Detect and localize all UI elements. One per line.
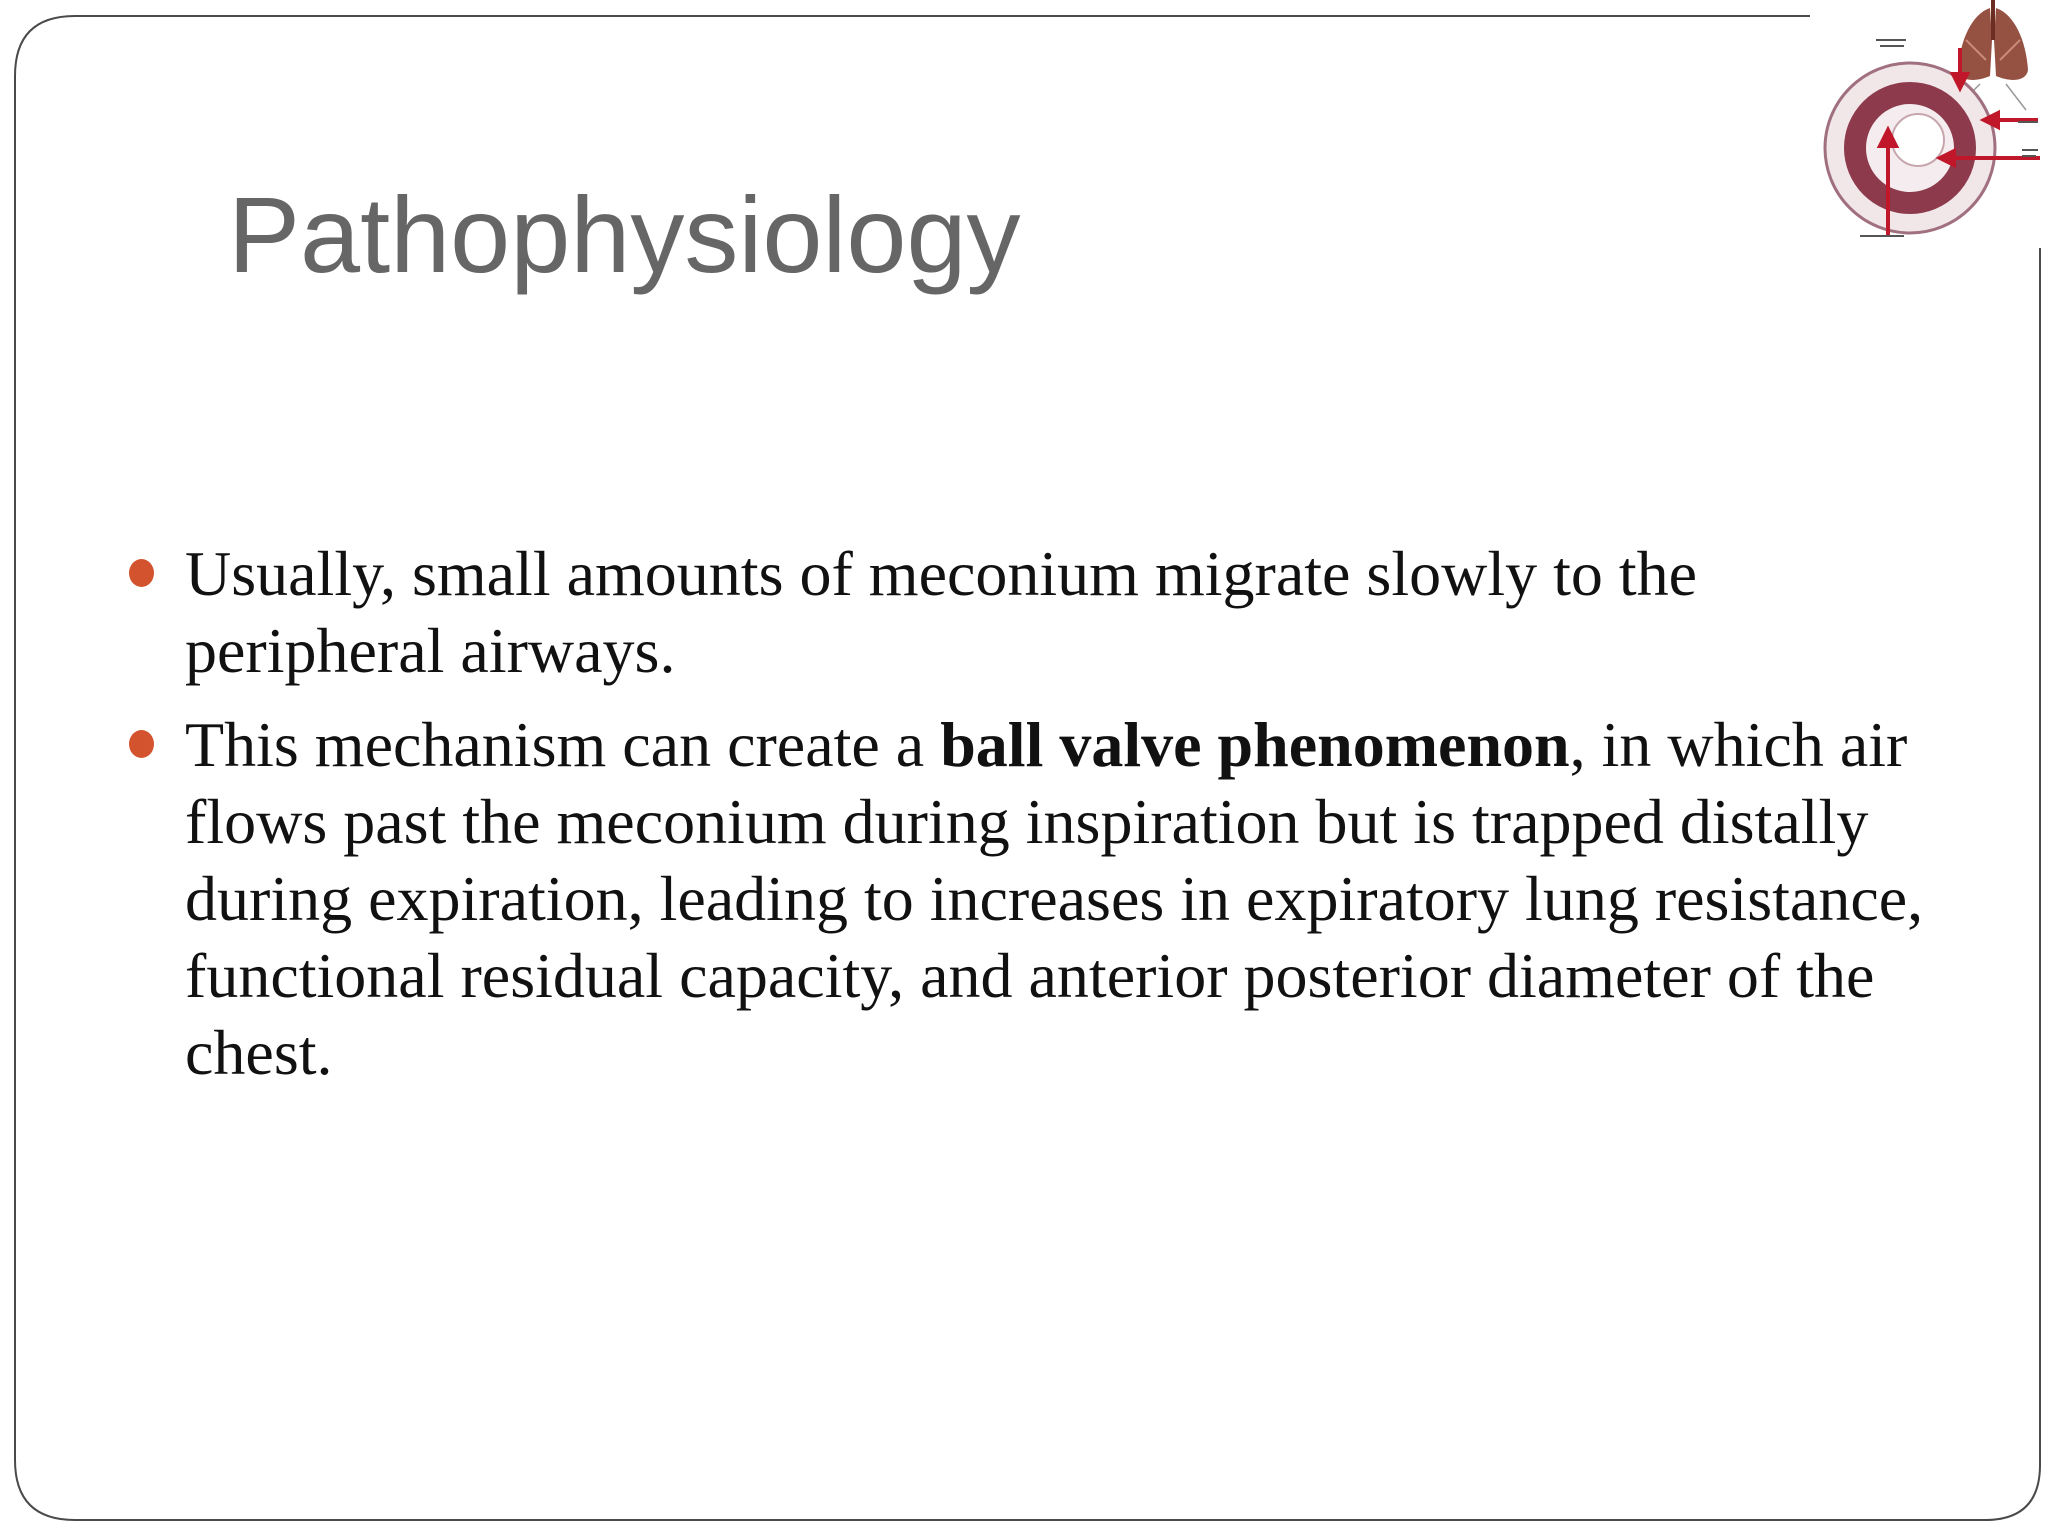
bullet-dot-icon (129, 730, 154, 758)
bullet-item (185, 706, 1925, 1091)
airway-obstruction-diagram-icon (1800, 0, 2048, 250)
bullet-text: Usually, small amounts of meconium migrate slowly to the peripheral airways. (185, 538, 1698, 686)
lungs-icon (1958, 0, 2028, 80)
bullet-list (185, 535, 1925, 1108)
bullet-item (185, 535, 1925, 689)
bullet-text-bold: ball valve phenomenon (940, 709, 1570, 780)
bullet-text-start: This mechanism can create a (185, 709, 941, 780)
bullet-text-end: , in which air flows past the meconium during inspiration but is trapped distally during expiration, leading to increases in expiratory lung resistance, functional residual capacity, and anterior posterior diameter of the chest. (185, 709, 1924, 1088)
slide-title: Pathophysiology (228, 174, 1021, 295)
bullet-dot-icon (129, 559, 154, 587)
